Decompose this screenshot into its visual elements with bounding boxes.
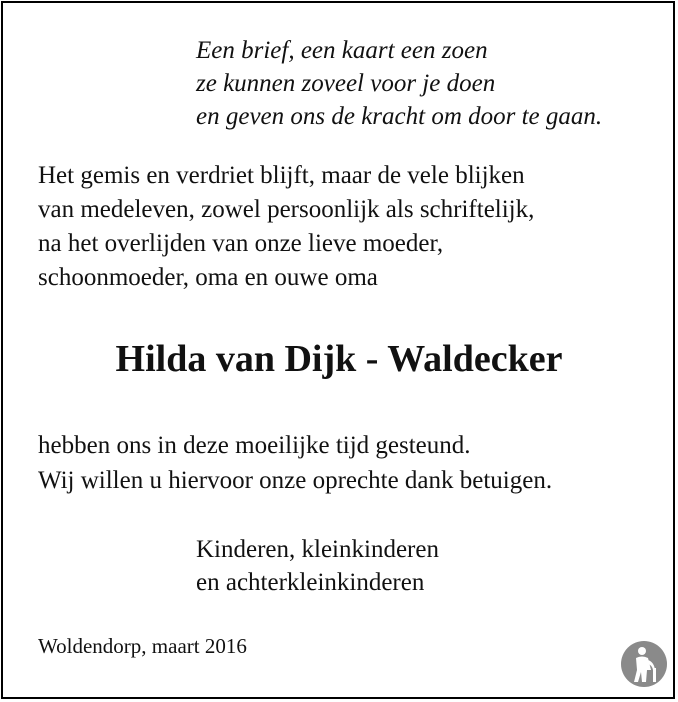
place-date: Woldendorp, maart 2016	[38, 634, 247, 658]
intro-line-4: schoonmoeder, oma en ouwe oma	[38, 264, 378, 291]
poem-line-1: Een brief, een kaart een zoen	[196, 37, 488, 64]
signature-line-1: Kinderen, kleinkinderen	[196, 536, 439, 563]
poem-line-3: en geven ons de kracht om door te gaan.	[196, 103, 603, 130]
signature-line-2: en achterkleinkinderen	[196, 569, 425, 596]
memorial-figure-icon	[620, 640, 668, 688]
deceased-name: Hilda van Dijk - Waldecker	[115, 338, 563, 380]
closing-line-2: Wij willen u hiervoor onze oprechte dank betuigen.	[38, 467, 553, 494]
intro-line-1: Het gemis en verdriet blijft, maar de vele blijken	[38, 162, 525, 189]
intro-line-3: na het overlijden van onze lieve moeder,	[38, 230, 444, 257]
closing-line-1: hebben ons in deze moeilijke tijd gesteund.	[38, 432, 471, 459]
poem-line-2: ze kunnen zoveel voor je doen	[196, 70, 496, 97]
intro-line-2: van medeleven, zowel persoonlijk als schriftelijk,	[38, 196, 535, 223]
